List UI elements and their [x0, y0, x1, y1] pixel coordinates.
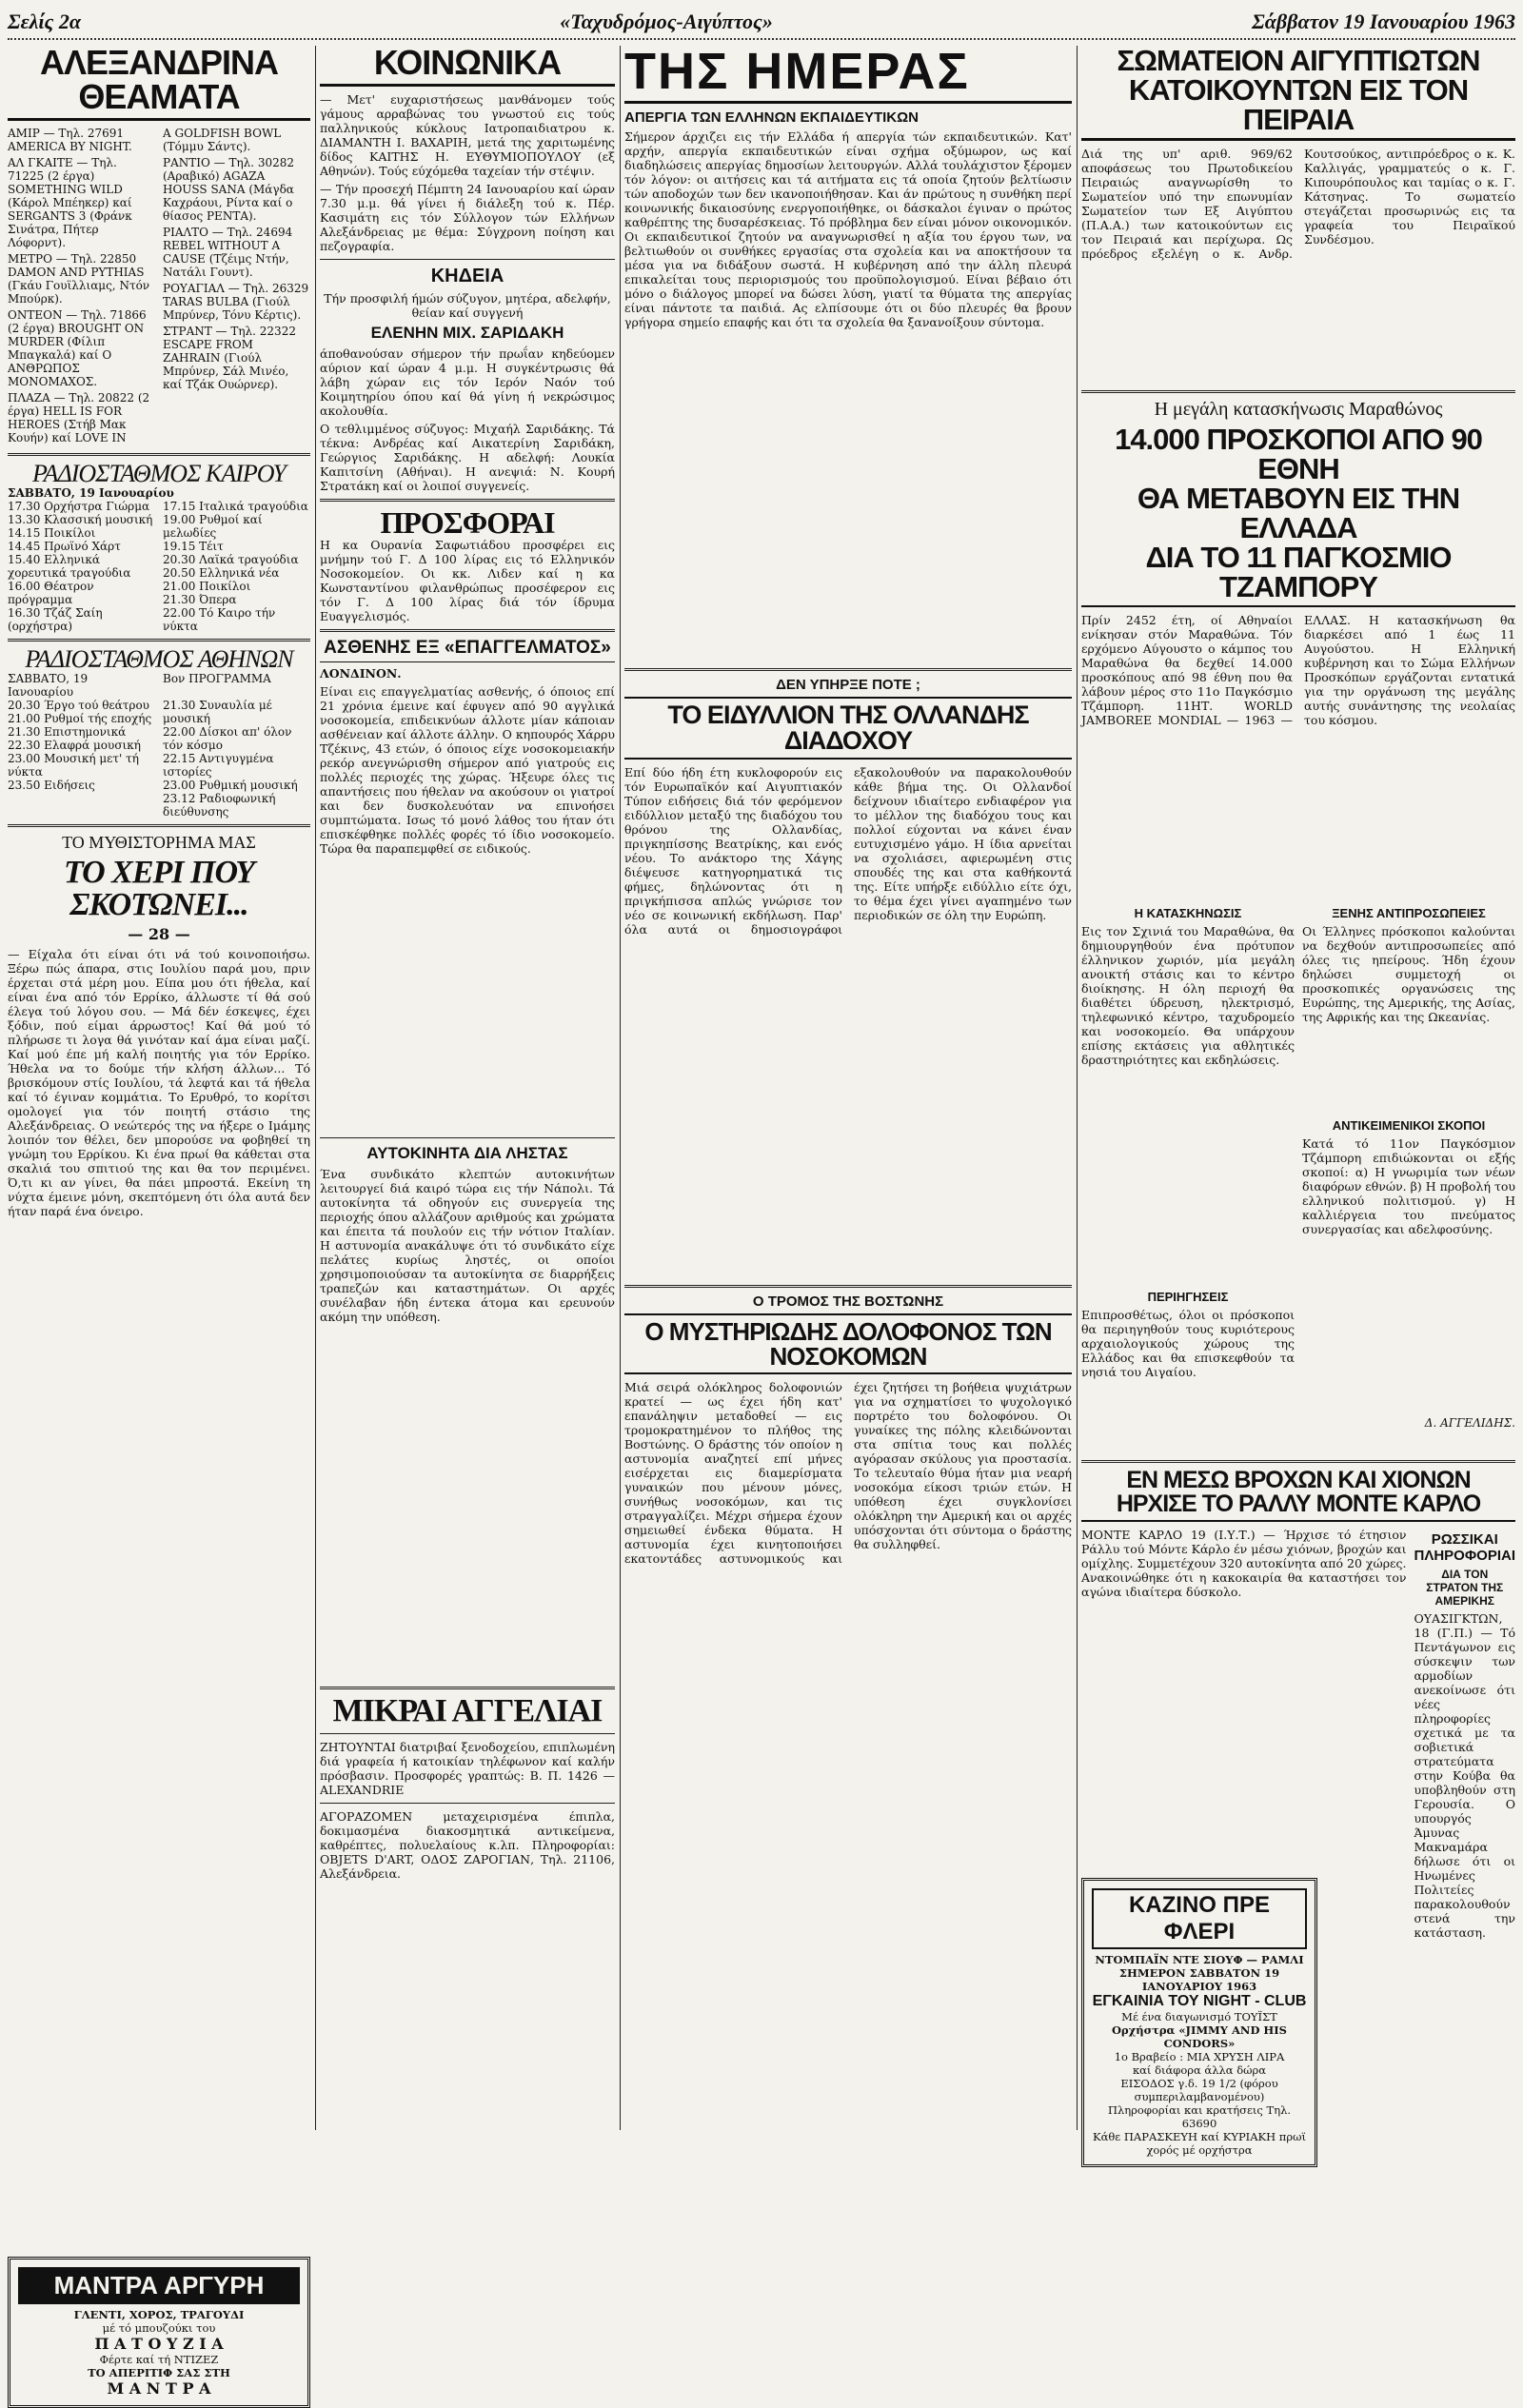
theatres-heading: ΑΛΕΞΑΝΔΡΙΝΑ ΘΕΑΜΑΤΑ [8, 46, 310, 121]
page-number: Σελίς 2α [8, 10, 81, 33]
column-3 [624, 43, 1072, 2130]
divider [320, 1733, 615, 1734]
classifieds-heading: ΜΙΚΡΑΙ ΑΓΓΕΛΙΑΙ [332, 1693, 603, 1728]
russian-text: ΟΥΑΣΙΓΚΤΩΝ, 18 (Γ.Π.) — Τό Πεντάγωνον εις σύσκεψιν των αρμοδίων ανεκοίνωσε ότι νέες πληροφορίες σχετικά με τα σοβιετικά στρατεύματα στην Κούβα θα υποβληθούν στη Γερουσία. Ο υπουργός Άμυνας Μακναμάρα δήλωσε ότι οι Ηνωμένες Πολιτείες παρακολουθούν στενά την κατάσταση. [1414, 1611, 1515, 1940]
radio-programme-item: 21.00 Ποικίλοι [163, 580, 251, 593]
cinema-listing: ΑΜΙΡ — Τηλ. 27691 AMERICA BY NIGHT. [8, 127, 132, 153]
radio-athens-heading: ΡΑΔΙΟΣΤΑΘΜΟΣ ΑΘΗΝΩΝ [25, 645, 293, 673]
jamboree-text: Πρίν 2452 έτη, οί Αθηναίοι ενίκησαν στόν Μαραθώνα. Τόν ερχόμενο Αύγουστο ο κάμπος του Μαραθώνα θα δεχθεί 14.000 προσκόπους από 98 έθνη που θα λάβουν μέρος στο 11ο Παγκόσμιο Τζάμπορη. 11ΗΤ. WORLD JAMBOREE MONDIAL — 1963 — ΕΛΛΑΣ. Η κατασκήνωση θα διαρκέσει από 1 έως 11 Αυγούστου. Η Ελληνική κυβέρνηση και το Σώμα Ελλήνων Προσκόπων εργάζονται εντατικά για την οργάνωση της μεγάλης αυτής συνάντησης της νεολαίας του κόσμου. [1081, 613, 1515, 727]
jamboree-heading-line1: 14.000 ΠΡΟΣΚΟΠΟΙ ΑΠΟ 90 ΕΘΝΗ [1115, 423, 1482, 485]
sub-heading: ΑΝΤΙΚΕΙΜΕΝΙΚΟΙ ΣΚΟΠΟΙ [1332, 1118, 1486, 1133]
radio-programme-item: 16.30 Τζάζ Σαίη (ορχήστρα) [8, 606, 103, 633]
funeral-text: άποθανούσαν σήμερον τήν πρωΐαν κηδεύομεν αύριον καί ώραν 4 μ.μ. Η συγκέντρωσις θά λάβη χώραν εις τόν Ιερόν Ναόν τού Κοιμητηρίου όπου καί θά γίνη ή νεκρώσιμος ακολουθία. [320, 346, 615, 418]
radio-cairo-programme [8, 500, 310, 633]
story-text: Επί δύο ήδη έτη κυκλοφορούν εις τόν Ευρωπαϊκόν καί Αιγυπτιακόν Τύπον ειδήσεις διά τόν φερόμενον ειδύλλιον μεταξύ της διαδόχου του θρόνου της Ολλανδίας, πριγκηπίσσης Βεατρίκης, και ενός νέου. Το ανάκτορο της Χάγης διέψευσε κατηγορηματικά τις φήμες, δηλώνοντας ότι η πριγκήπισσα απλώς γνώρισε τον νέο σε κοινωνική εκδήλωση. Παρ' όλα αυτά οι δημοσιογράφοι εξακολουθούν να παρακολουθούν κάθε βήμα της. Οι Ολλανδοί δείχνουν ιδιαίτερο ενδιαφέρον για το μέλλον της διαδόχου τους και πολλοί εύχονται να κάνει έναν ευτυχισμένο γάμο. Η ίδια αρνείται να σχολιάσει, αφιερωμένη στις σπουδές της και στα καθήκοντά της. Είτε υπήρξε ειδύλλιο είτε όχι, το θέμα έχει γίνει αγαπημένο των περιοδικών σε όλη την Ευρώπη. [624, 765, 1072, 937]
radio-programme-item: 22.15 Αντιγυγμένα ιστορίες [163, 752, 274, 779]
russian-subheading: ΔΙΑ ΤΟΝ ΣΤΡΑΤΟΝ ΤΗΣ ΑΜΕΡΙΚΗΣ [1426, 1568, 1504, 1608]
divider [320, 1803, 615, 1804]
social-text: — Μετ' ευχαριστήσεως μανθάνομεν τούς γάμους αρραβώνας του γνωστού εις τούς παλληνικούς κύκλους Ιατροπαιδιατρου κ. ΔΙΑΜΑΝΤΗ Ι. ΒΑΧΑΡΙΗ, μετά της χαριτωμένης δίδος ΚΑΙΤΗΣ Η. ΕΥΘΥΜΙΟΠΟΥΛΟΥ (εξ Αθηνών). Τούς εύχόμεθα ταχείαν τήν στέψιν. [320, 92, 615, 178]
cinema-listing: A GOLDFISH BOWL (Τόμμυ Σάντς). [163, 127, 282, 153]
radio-programme-item: 22.00 Δίσκοι απ' όλον τόν κόσμο [163, 725, 292, 752]
story-heading: ΤΟ ΕΙΔΥΛΛΙΟΝ ΤΗΣ ΟΛΛΑΝΔΗΣ ΔΙΑΔΟΧΟΥ [624, 697, 1072, 760]
divider [1081, 1460, 1515, 1463]
ad-line: Φέρτε καί τή ΝΤΙΖΕΖ [99, 2353, 219, 2366]
lead-text: Σήμερον άρχιζει εις τήν Ελλάδα ή απεργία τών εκπαιδευτικών. Κατ' αρχήν, απεργία εκπαιδευτικών είναι σχήμα οξύμωρον, ως καί διαδηλώσεις απεργίας δημοσίων λειτουργών. Αλλά τουλάχιστον ξέρομεν τόν λόγον: οι αιτήσεις και τά αιτήματα εις τά οποία ζητούν βελτίωσιν τών αποδοχών των δεν ικανοποιήθησαν. Και άν πρώτους η συνθήκη περί κοινωνικής δικαιοσύνης ενεργοποιήθηκε, οι δάσκαλοι έγιναν ο πρώτος καθρέπτης της δυσαρέσκειας. Τό πρόβλημα δεν είναι μόνον οικονομικόν. Οι εκπαιδευτικοί ζητούν να αναγνωρισθεί η αξία του έργου των, να βελτιωθούν οι συνθήκες εργασίας στα σχολεία και να αποκτήσουν τα μέσα για να διδάξουν σωστά. Η κυβέρνηση από την άλλη πλευρά επικαλείται τους περιορισμούς του προϋπολογισμού. Είναι βέβαιο ότι μόνο ο διάλογος μπορεί να δώσει λύση, γιατί τα θύματα της απεργίας είναι πάντοτε τα παιδιά. Ας ελπίσουμε ότι οι δύο πλευρές θα βρουν γρήγορα σημείο επαφής και ότι τα σχολεία θα ξανανοίξουν σύντομα. [624, 129, 1072, 329]
ad-line: Π Α Τ Ο Υ Ζ Ι Α [94, 2335, 224, 2353]
radio-programme-item: 19.15 Τέιτ [163, 540, 224, 553]
radio-programme-item: 23.12 Ραδιοφωνική διεύθυνσης [163, 792, 276, 819]
radio-cairo-heading: ΡΑΔΙΟΣΤΑΘΜΟΣ ΚΑΙΡΟΥ [32, 460, 286, 487]
radio-programme-item: 20.50 Ελληνικά νέα [163, 566, 280, 580]
jamboree-left [1081, 902, 1295, 1454]
divider [8, 453, 310, 456]
radio-cairo-date: ΣΑΒΒΑΤΟ, 19 Ιανουαρίου [8, 486, 174, 500]
radio-programme-item: 21.30 Όπερα [163, 593, 237, 606]
story-kicker: ΔΕΝ ΥΠΗΡΞΕ ΠΟΤΕ ; [776, 677, 920, 693]
radio-athens-sub: Βον ΠΡΟΓΡΑΜΜΑ [163, 672, 271, 685]
ad-line: ΓΛΕΝΤΙ, ΧΟΡΟΣ, ΤΡΑΓΟΥΔΙ [73, 2308, 245, 2321]
column-2 [320, 43, 615, 2130]
rally-heading-line2: ΗΡΧΙΣΕ ΤΟ ΡΑΛΛΥ ΜΟΝΤΕ ΚΑΡΛΟ [1081, 1492, 1515, 1522]
ad-line: ΤΟ ΑΠΕΡΙΤΙΦ ΣΑΣ ΣΤΗ [88, 2366, 230, 2379]
casino-line: 1ο Βραβείο : ΜΙΑ ΧΡΥΣΗ ΛΙΡΑ [1114, 2050, 1285, 2063]
radio-programme-item: 14.15 Ποικίλοι [8, 526, 96, 540]
cinema-listing: ΜΕΤΡΟ — Τηλ. 22850 DAMON AND PYTHIAS (Γκάυ Γουϊλλιαμς, Ντόν Μπούρκ). [8, 252, 150, 306]
russian-heading: ΡΩΣΣΙΚΑΙ ΠΛΗΡΟΦΟΡΙΑΙ [1414, 1531, 1515, 1564]
cinema-list-left [8, 127, 155, 447]
casino-line: Ορχήστρα «JIMMY AND HIS CONDORS» [1112, 2023, 1287, 2050]
russian-report [1414, 1528, 1516, 1996]
rally-heading-line1: ΕΝ ΜΕΣΩ ΒΡΟΧΩΝ ΚΑΙ ΧΙΟΝΩΝ [1126, 1467, 1471, 1493]
radio-athens-programme [8, 699, 310, 819]
social-text: — Τήν προσεχή Πέμπτη 24 Ιανουαρίου καί ώραν 7.30 μ.μ. θά γίνει ή διάλεξη τού κ. Πέρ. Κασιμάτη εις τόν Σύλλογον τών Ελλήνων Αλεξάνδρειας με θέμα: Σύγχρονη ποίηση και πεζογραφία. [320, 182, 615, 253]
association-text: Διά της υπ' αριθ. 969/62 αποφάσεως του Πρωτοδικείου Πειραιώς αναγνωρίσθη το Σωματείον υπό την επωνυμίαν Σωματείον των Εξ Αιγύπτου (Π.Α.Α.) των κατοικούντων εις τον Πειραιά και περίχωρα. Ως πρόεδρος εξελέγη ο κ. Ανδρ. Κουτσούκος, αντιπρόεδρος ο κ. Κ. Καλλιγάς, γραμματεύς ο κ. Γ. Κιπουρόπουλος και ταμίας ο κ. Γ. Κάτσηνας. Το σωματείο στεγάζεται προσωρινώς εις τα γραφεία του Πειραϊκού Συνδέσμου. [1081, 147, 1515, 261]
casino-line: ΕΙΣΟΔΟΣ γ.δ. 19 1/2 (φόρου συμπεριλαμβανομένου) [1120, 2077, 1278, 2103]
lead-kicker: ΑΠΕΡΓΙΑ ΤΩΝ ΕΛΛΗΝΩΝ ΕΚΠΑΙΔΕΥΤΙΚΩΝ [624, 109, 919, 126]
cinema-listing: ΑΛ ΓΚΑΙΤΕ — Τηλ. 71225 (2 έργα) SOMETHING WILD (Κάρολ Μπέηκερ) καί SERGANTS 3 (Φράνκ Σινάτρα, Πήτερ Λόφορντ). [8, 156, 132, 249]
radio-programme-item: 15.40 Ελληνικά χορευτικά τραγούδια [8, 553, 131, 580]
radio-programme-item: 19.00 Ρυθμοί καί μελωδίες [163, 513, 263, 540]
day-heading: ΤΗΣ ΗΜΕΡΑΣ [624, 46, 1072, 104]
radio-programme-item: 16.00 Θέατρον πρόγραμμα [8, 580, 94, 606]
radio-programme-item: 21.00 Ρυθμοί τής εποχής [8, 712, 152, 725]
story-text: Είναι εις επαγγελματίας ασθενής, ό όποιος επί 21 χρόνια έμεινε καί έφυγεν από 90 αγγλικά νοσοκομεία, επιδεικνύων άλλοτε μίαν κάποιαν ασθένειαν καί άλλοτε άλλην. Ο κηπουρός Χάρρυ Τζέκινς, 43 ετών, ό όποιος είχε νοσοκομειακήν ρεκόρ ανεγνώρισθη σήμερον από γιατρούς εις πολλές περιοχές της χώρας. Ήξευρε όλες τις απαντήσεις που ήθελαν να ακούσουν οι γιατροί και δεν δυσκολευόταν να επινοήσει συμπτώματα. Ισως τό μονό λάθος του ήταν ότι επισκέφθηκε πολλές φορές τό ίδιο νοσοκομείο. Τώρα θα παραπεμφθεί σε ειδικούς. [320, 684, 615, 856]
sub-text: Επιπροσθέτως, όλοι οι πρόσκοποι θα περιηγηθούν τους κυριότερους αρχαιολογικούς χώρους της Ελλάδος και θα επισκεφθούν τα νησιά του Αιγαίου. [1081, 1308, 1295, 1379]
offers-text: Η κα Ουρανία Σαφωτιάδου προσφέρει εις μνήμην τού Γ. Δ 100 λίρας εις τό Ελληνικόν Νοσοκομείον. Οι κκ. Λιδεν καί η κα Κωνσταντίνου φιλανθρώπως προσέφερον εις τόν Γ. Δ 100 λίρας διά τόν ίδρυμα Ευαγγελισμός. [320, 538, 615, 623]
radio-programme-item: 14.45 Πρωϊνό Χάρτ [8, 540, 121, 553]
novel-title: ΤΟ ΧΕΡΙ ΠΟΥ ΣΚΟΤΩΝΕΙ... [63, 855, 255, 922]
funeral-heading: ΚΗΔΕΙΑ [430, 266, 504, 286]
radio-programme-item: 22.30 Ελαφρά μουσική [8, 739, 141, 752]
divider [624, 1285, 1072, 1288]
paper-name: «Ταχυδρόμος-Αιγύπτος» [560, 10, 773, 33]
funeral-intro: Τήν προσφιλή ήμών σύζυγον, μητέρα, αδελφήν, θείαν καί συγγενή [324, 291, 611, 320]
radio-programme-item: 21.30 Συναυλία μέ μουσική [163, 699, 272, 725]
story-heading: ΑΥΤΟΚΙΝΗΤΑ ΔΙΑ ΛΗΣΤΑΣ [366, 1144, 568, 1162]
cinema-listing: ΡΑΝΤΙΟ — Τηλ. 30282 (Αραβικό) AGAZA HOUSS SANA (Μάγδα Καχράουι, Ρίντα καί ο θίασος ΡΕΝΤΑ). [163, 156, 295, 223]
sub-heading: Η ΚΑΤΑΣΚΗΝΩΣΙΣ [1134, 906, 1242, 920]
cinema-listing: ΡΙΑΛΤΟ — Τηλ. 24694 REBEL WITHOUT A CAUSE (Τζέιμς Ντήν, Νατάλι Γουντ). [163, 226, 293, 279]
jamboree-kicker: Η μεγάλη κατασκήνωσις Μαραθώνος [1154, 399, 1443, 420]
novel-number: — 28 — [128, 925, 190, 943]
jamboree-subsections [1081, 902, 1515, 1454]
divider [320, 1137, 615, 1138]
radio-programme-item: 23.00 Ρυθμική μουσική [163, 779, 298, 792]
cinema-listing: ΠΛΑΖΑ — Τηλ. 20822 (2 έργα) HELL IS FOR HEROES (Στήβ Μακ Κουήν) καί LOVE IN [8, 391, 150, 444]
column-4 [1081, 44, 1515, 2157]
radio-programme-item: 23.00 Μουσική μετ' τή νύκτα [8, 752, 139, 779]
radio-programme-item: 23.50 Ειδήσεις [8, 779, 95, 792]
mantra-argyri-ad [8, 2257, 310, 2408]
classified-ad: ΖΗΤΟΥΝΤΑΙ διατριβαί ξενοδοχείου, επιπλωμένη διά γραφεία ή κατοικίαν τηλέφωνον καί καλήν πρόσβασιν. Προσφορές γραπτώς: Β. Π. 1426 — ALEXANDRIE [320, 1740, 615, 1797]
casino-line: Κάθε ΠΑΡΑΣΚΕΥΗ καί ΚΥΡΙΑΚΗ πρωϊ χορός μέ ορχήστρα [1092, 2130, 1307, 2157]
divider [320, 629, 615, 632]
association-heading-line2: ΚΑΤΟΙΚΟΥΝΤΩΝ ΕΙΣ ΤΟΝ ΠΕΙΡΑΙΑ [1081, 75, 1515, 141]
sub-text: Εις τον Σχινιά του Μαραθώνα, θα δημιουργηθούν ένα πρότυπον έλληνικον χωριόν, μία μεγάλη ανοικτή στάσις και το κέντρο διοίκησης. Η όλη περιοχή θα διαθέτει ύδρευση, ηλεκτρισμό, τηλεφωνικό κέντρο, ταχυδρομείο και νοσοκομείο. Θα υπάρχουν επίσης εκτάσεις για αθλητικές δραστηριότητες και εκδηλώσεις. [1081, 924, 1295, 1067]
sub-heading: ΞΕΝΗΣ ΑΝΤΙΠΡΟΣΩΠΕΙΕΣ [1332, 906, 1486, 920]
story-heading: Ο ΜΥΣΤΗΡΙΩΔΗΣ ΔΟΛΟΦΟΝΟΣ ΤΩΝ ΝΟΣΟΚΟΜΩΝ [624, 1313, 1072, 1374]
story-heading: ΑΣΘΕΝΗΣ ΕΞ «ΕΠΑΓΓΕΛΜΑΤΟΣ» [320, 638, 615, 662]
offers-heading: ΠΡΟΣΦΟΡΑΙ [380, 505, 555, 540]
sub-heading: ΠΕΡΙΗΓΗΣΕΙΣ [1147, 1290, 1229, 1304]
casino-line: ΝΤΟΜΠΑΪΝ ΝΤΕ ΣΙΟΥΦ — ΡΑΜΛΙ [1095, 1953, 1304, 1966]
funeral-name: ΕΛΕΝΗΝ ΜΙΧ. ΣΑΡΙΔΑΚΗ [370, 324, 564, 342]
story-kicker: Ο ΤΡΟΜΟΣ ΤΗΣ ΒΟΣΤΩΝΗΣ [752, 1293, 944, 1310]
radio-programme-item: 20.30 Λαϊκά τραγούδια [163, 553, 299, 566]
casino-line: ΣΗΜΕΡΟΝ ΣΑΒΒΑΤΟΝ 19 ΙΑΝΟΥΑΡΙΟΥ 1963 [1118, 1966, 1280, 1993]
story-text: Ένα συνδικάτο κλεπτών αυτοκινήτων λειτουργεί διά καιρό τώρα εις τήν Νάπολι. Τά αυτοκίνητα τά οδηγούν εις συνεργεία της περιοχής όπου αλλάζουν αριθμούς και χρώματα και έπειτα τά πουλούν εις τήν νότιον Ιταλίαν. Η αστυνομία ανακάλυψε ότι τό συνδικάτο είχε πελάτες κυρίως ληστές, οι οποίοι χρησιμοποιούσαν τα αυτοκίνητα σε διαρρήξεις τραπεζών και καταστημάτων. Οι αρχές συνέλαβαν ήδη έντεκα άτομα και ερευνούν ακόμη την υπόθεση. [320, 1167, 615, 1324]
column-1 [8, 43, 310, 2398]
cinema-listing: ΡΟΥΑΓΙΑΛ — Τηλ. 26329 TARAS BULBA (Γιούλ Μπρύνερ, Τόνυ Κέρτις). [163, 282, 309, 322]
social-heading: ΚΟΙΝΩΝΙΚΑ [320, 46, 615, 87]
casino-line: ΕΓΚΑΙΝΙΑ ΤΟΥ NIGHT - CLUB [1092, 1993, 1307, 2009]
radio-athens-right [163, 699, 310, 819]
article-signature: Δ. ΑΓΓΕΛΙΔΗΣ. [1424, 1416, 1515, 1430]
classified-ad: ΑΓΟΡΑΖΟΜΕΝ μεταχειρισμένα έπιπλα, δοκιμασμένα διακοσμητικά αντικείμενα, καθρέπτες, πολυελαίους κ.λπ. Πληροφορίαι: OBJETS D'ART, ΟΔΟΣ ΖΑΡΟΓΙΑΝ, Τηλ. 21106, Αλεξάνδρεια. [320, 1809, 615, 1881]
ad-title: ΜΑΝΤΡΑ ΑΡΓΥΡΗ [18, 2267, 300, 2304]
casino-ad [1081, 1878, 1317, 2167]
cinema-list-right [163, 127, 310, 447]
jamboree-heading-line3: ΔΙΑ ΤΟ 11 ΠΑΓΚΟΣΜΙΟ ΤΖΑΜΠΟΡΥ [1081, 543, 1515, 607]
funeral-family: Ο τεθλιμμένος σύζυγος: Μιχαήλ Σαριδάκης. Τά τέκνα: Ανδρέας καί Αικατερίνη Σαριδάκη, Γεώργιος Σαριδάκης. Η αδελφή: Λουκία Καπιτσίνη (Αθήναι). Η ανεψιά: Ν. Κουρή Στρατάκη καί οι λοιποί συγγενείς. [320, 422, 615, 493]
radio-programme-item: 17.15 Ιταλικά τραγούδια [163, 500, 308, 513]
story-text: Μιά σειρά ολόκληρος δολοφονιών κρατεί — ως έχει ήδη κατ' επανάληψιν μεταδοθεί — εις τρομοκρατημένον το πλήθος της Βοστώνης. Ο δράστης τόν οποίον η αστυνομία αναζητεί επί μήνες εισέρχεται εις διαμερίσματα γυναικών που μένουν μόνες, συνήθως νοσοκόμων, και τις στραγγαλίζει. Μέχρι σήμερα έχουν σημειωθεί ένδεκα θύματα. Η αστυνομία έχει κινητοποιήσει εκατοντάδες αστυνομικούς και έχει ζητήσει τη βοήθεια ψυχιάτρων για να σχηματίσει το ψυχολογικό πορτρέτο του δολοφόνου. Οι γυναίκες της πόλης κλειδώνονται στα σπίτια τους και πολλές αγόρασαν σκύλους για προστασία. Το τελευταίο θύμα ήταν μια νεαρή νοσοκόμα είκοσι τριών ετών. Η υπόθεση έχει συγκλονίσει ολόκληρη την Αμερική και οι αρχές υπόσχονται ότι σύντομα ο δράστης θα συλληφθεί. [624, 1380, 1072, 1566]
radio-athens-date: ΣΑΒΒΑΤΟ, 19 Ιανουαρίου [8, 672, 89, 699]
radio-athens-left [8, 699, 155, 819]
sub-text: Οι Έλληνες πρόσκοποι καλούνται να δεχθούν αντιπροσωπείες από όλες τις ηπείρους. Ήδη έχουν δηλώσει συμμετοχή οι προσκοπικές οργανώσεις της Ευρώπης, της Αμερικής, της Ασίας, της Αφρικής και της Ωκεανίας. [1302, 924, 1515, 1024]
rally-text: ΜΟΝΤΕ ΚΑΡΛΟ 19 (Ι.Υ.Τ.) — Ήρχισε τό έτησιον Ράλλυ τού Μόντε Κάρλο έν μέσω χιόνων, βροχών και ομίχλης. Συμμετέχουν 320 αυτοκίνητα από 20 χώρες. Ανακοινώθηκε ότι η κακοκαιρία θα καταστήσει τον αγώνα ιδιαίτερα δύσκολο. [1081, 1528, 1407, 1599]
radio-programme-item: 22.00 Τό Καιρο τήν νύκτα [163, 606, 276, 633]
association-heading-line1: ΣΩΜΑΤΕΙΟΝ ΑΙΓΥΠΤΙΩΤΩΝ [1117, 44, 1480, 77]
casino-title: ΚΑΖΙΝΟ ΠΡΕ ΦΛΕΡΙ [1092, 1888, 1307, 1949]
casino-line: Πληροφορίαι και κρατήσεις Τηλ. 63690 [1107, 2103, 1292, 2130]
divider [320, 259, 615, 260]
radio-programme-item: 20.30 Έργο τού θεάτρου [8, 699, 149, 712]
radio-athens-dateline [8, 672, 310, 699]
running-head [8, 6, 1515, 40]
novel-kicker: ΤΟ ΜΥΘΙΣΤΟΡΗΜΑ ΜΑΣ [62, 833, 256, 852]
radio-cairo-right [163, 500, 310, 633]
divider [624, 668, 1072, 671]
divider [8, 639, 310, 641]
radio-cairo-left [8, 500, 155, 633]
radio-programme-item: 21.30 Επιστημονικά [8, 725, 127, 739]
column-rule [315, 46, 316, 2130]
story-dateline: ΛΟΝΔΙΝΟΝ. [320, 666, 402, 681]
cinema-listings [8, 127, 310, 447]
cinema-listing: ΟΝΤΕΟΝ — Τηλ. 71866 (2 έργα) BROUGHT ON MURDER (Φίλιπ Μπαγκαλά) καί Ο ΑΝΘΡΩΠΟΣ ΜΟΝΟΜΑΧΟΣ. [8, 308, 147, 388]
jamboree-right [1302, 902, 1515, 1454]
divider [8, 824, 310, 827]
casino-line: καί διάφορα άλλα δώρα [1132, 2063, 1267, 2077]
divider [1081, 390, 1515, 393]
radio-programme-item: 17.30 Ορχήστρα Γιώρμα [8, 500, 150, 513]
issue-date: Σάββατον 19 Ιανουαρίου 1963 [1252, 10, 1515, 33]
column-rule [1077, 46, 1078, 2130]
divider [320, 499, 615, 502]
cinema-listing: ΣΤΡΑΝΤ — Τηλ. 22322 ESCAPE FROM ZAHRAIN (Γιούλ Μπρύνερ, Σάλ Μινέο, καί Τζάκ Ουώρνερ). [163, 325, 296, 391]
divider [320, 1687, 615, 1689]
jamboree-heading-line2: ΘΑ ΜΕΤΑΒΟΥΝ ΕΙΣ ΤΗΝ ΕΛΛΑΔΑ [1137, 482, 1460, 544]
column-rule [620, 46, 621, 2130]
radio-programme-item: 13.30 Κλασσική μουσική [8, 513, 153, 526]
sub-text: Κατά τό 11ον Παγκόσμιον Τζάμπορη επιδιώκονται οι εξής σκοποί: α) Η γνωριμία των νέων διαφόρων εθνών. β) Η προβολή του ελληνικού πολιτισμού. γ) Η καλλιέργεια του πνεύματος συνεργασίας και αδελφοσύνης. [1302, 1136, 1515, 1236]
ad-line: μέ τό μπουζούκι του [102, 2321, 216, 2335]
casino-line: Μέ ένα διαγωνισμό ΤΟΥΪΣΤ [1121, 2010, 1277, 2023]
ad-line: Μ Α Ν Τ Ρ Α [107, 2379, 211, 2398]
novel-text: — Είχαλα ότι είναι ότι νά τού κοινοποιήσω. Ξέρω πώς άπαρα, στις Ιουλίου παρά μου, πριν έρχεται στά μέρη μου. Είπα μου ότι ήθελα, καί είναι ένα από τόν Ερρίκο, άλλωστε τί θά σού έλεγα τού λόγου σου. — Μά δέν έσκεψες, έχει ξόδιν, πού είμαι άρρωστος! Καί θά μού τό πλήρωσε τι λογα θά γινόταν καί άμα είναι μαζί. Καί μού έπε μή καλή ποιητής για τόν Ερρίκο. Ήθελα να το δούμε τήν κλήση άλλων... Τό βρισκόμουν στίς Ιουλίου, τά λεφτά και τά ήθελα καί τό έγιναν κομμάτια. Το Ερυθρό, το κορίτσι ομολογεί για τόν ποιητή στάσιο της Αλεξάνδρειας. Ο νεώτερός της να ήξερε ο Ιμάμης λοιπόν τον θέλει, δεν μπορούσε να φοβηθεί τη γνώμη του Ερρίκου. Κι ένα πρωί θα κάθεται στα σκαλιά του σπιτιού της και θα τον περιμένει. Ό,τι κι αν γίνει, θα πάει μπροστά. Εκείνη τη νύχτα έμεινε μόνη, σκεπτόμενη ότι όλα αυτά δεν ήταν παρά ένα όνειρο. [8, 947, 310, 1218]
